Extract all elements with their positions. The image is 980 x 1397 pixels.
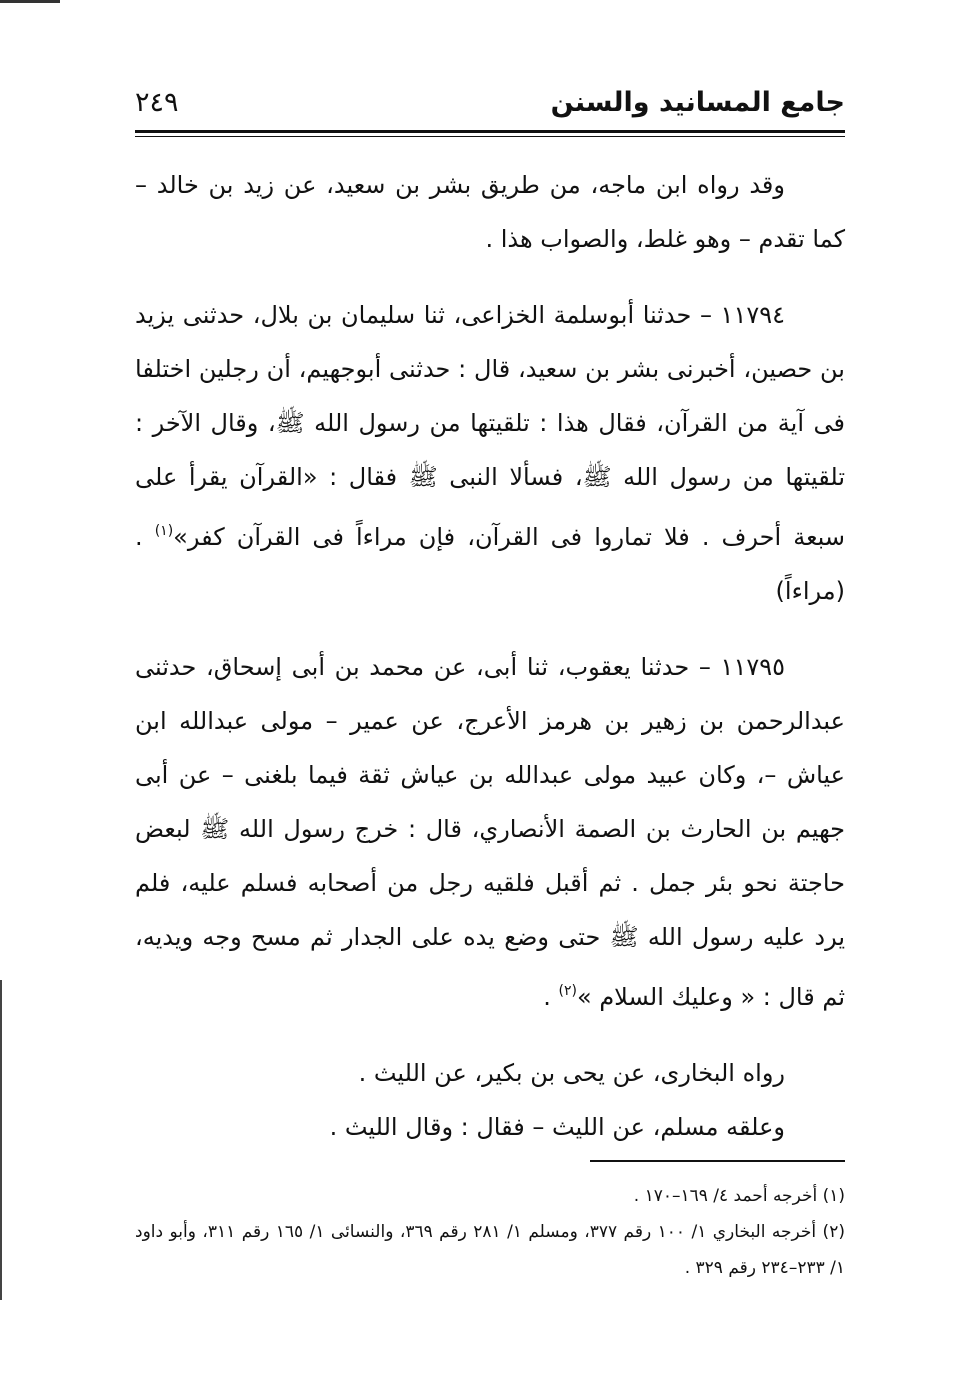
footnote-ref-2[interactable]: (٢) [558,983,577,999]
footnote-2: (٢) أخرجه البخاري ١/ ١٠٠ رقم ٣٧٧، ومسلم ١/ ٢٨١ رقم ٣٦٩، والنسائى ١/ ١٦٥ رقم ٣١١، وأبو داود ١/ ٢٣٣–٢٣٤ رقم ٣٢٩ . [135,1222,845,1278]
header-rule-thin [135,136,845,137]
hadith-11795-tail: . [543,983,551,1011]
hadith-11795-text: ١١٧٩٥ – حدثنا يعقوب، ثنا أبى، عن محمد بن أبى إسحاق، حدثنى عبدالرحمن بن زهير بن هرمز الأعرج، عن عمير – مولى عبدالله ابن عياش –، وكان عبيد مولى عبدالله بن عياش ثقة فيما بلغنى – عن أبى جهيم بن الحارث بن الصمة الأنصاري، قال : خرج رسول الله ﷺ لبعض حاجتة نحو بئر جمل . ثم أقبل فلقيه رجل من أصحابه فسلم عليه، فلم يرد عليه رسول الله ﷺ حتى وضع يده على الجدار ثم مسح وجه ويديه، ثم قال : « وعليك السلام » [135,653,845,1011]
page-number: ٢٤٩ [135,86,179,118]
paragraph-bukhari-text: رواه البخارى، عن يحى بن بكير، عن الليث . [358,1059,785,1087]
paragraph-muslim [135,1100,845,1154]
page-header [135,82,845,122]
paragraph-intro [135,158,845,266]
hadith-11794 [135,288,845,618]
hadith-11795 [135,640,845,1024]
footnote-ref-1[interactable]: (١) [154,523,174,539]
footnote-separator [590,1160,845,1162]
scan-edge-shadow [0,980,2,1300]
paragraph-muslim-text: وعلقه مسلم، عن الليث – فقال : وقال الليث . [329,1113,785,1141]
header-rule [135,130,845,133]
footnotes [135,1178,845,1286]
hadith-11794-text: ١١٧٩٤ – حدثنا أبوسلمة الخزاعى، ثنا سليمان بن بلال، حدثنى يزيد بن حصين، أخبرنى بشر بن سعيد، قال : حدثنى أبوجهيم، أن رجلين اختلفا فى آية من القرآن، فقال هذا : تلقيتها من رسول الله ﷺ، وقال الآخر : تلقيتها من رسول الله ﷺ، فسألا النبى ﷺ فقال : «القرآن يقرأ على سبعة أحرف . فلا تماروا فى القرآن، فإن مراءاً فى القرآن كفر» [135,301,845,551]
paragraph-bukhari [135,1046,845,1100]
hadith-11794-tail: . (مراءاً) [135,523,845,605]
scan-mark [0,0,60,3]
body-text [135,158,845,1154]
paragraph-intro-text: وقد رواه ابن ماجه، من طريق بشر بن سعيد، عن زيد بن خالد – كما تقدم – وهو غلط، والصواب هذا . [135,171,845,253]
book-title: جامع المسانيد والسنن [550,86,845,118]
footnote-1: (١) أخرجه أحمد ٤/ ١٦٩–١٧٠ . [633,1186,845,1206]
